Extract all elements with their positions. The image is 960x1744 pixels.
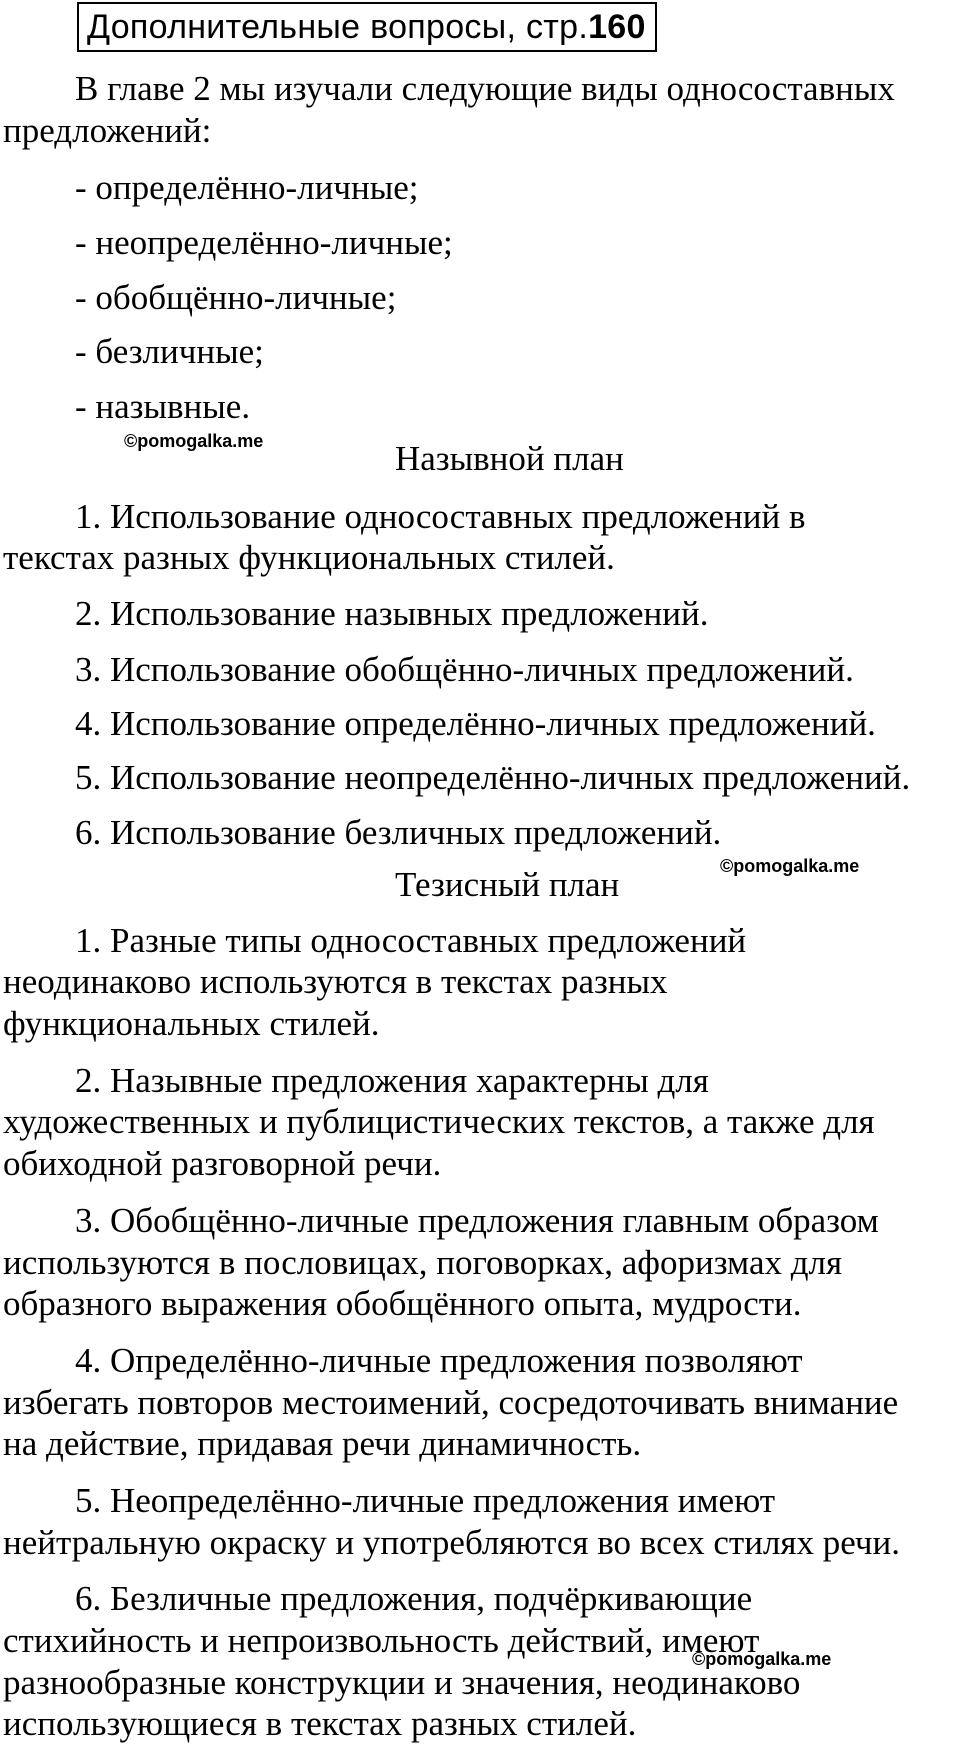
named-plan-item-2: 2. Использование назывных предложений. — [75, 594, 709, 633]
thesis-p4-line: 4. Определённо-личные предложения позволяют — [75, 1341, 803, 1380]
thesis-p6-line: стихийность и непроизвольность действий, имеют — [3, 1621, 760, 1660]
thesis-p6-line: использующиеся в текстах разных стилей. — [3, 1704, 637, 1743]
list-item: - обобщённо-личные; — [75, 278, 397, 317]
thesis-p3-line: 3. Обобщённо-личные предложения главным образом — [75, 1201, 879, 1240]
header-page-number: 160 — [588, 8, 646, 46]
intro-line-1: В главе 2 мы изучали следующие виды односоставных — [75, 69, 895, 108]
watermark: ©pomogalka.me — [720, 856, 860, 876]
thesis-p6-line: 6. Безличные предложения, подчёркивающие — [75, 1579, 753, 1618]
named-plan-item-4: 4. Использование определённо-личных предложений. — [75, 704, 876, 743]
named-plan-title: Назывной план — [395, 439, 624, 478]
thesis-p3-line: образного выражения обобщённого опыта, мудрости. — [3, 1284, 802, 1323]
intro-line-2: предложений: — [3, 111, 212, 150]
thesis-p6-line: разнообразные конструкции и значения, неодинаково — [3, 1663, 801, 1702]
header-label: Дополнительные вопросы, стр. — [87, 8, 589, 46]
thesis-p4-line: избегать повторов местоимений, сосредоточивать внимание — [3, 1383, 899, 1422]
watermark: ©pomogalka.me — [692, 1649, 832, 1669]
thesis-p1-line: функциональных стилей. — [3, 1004, 380, 1043]
named-plan-item-3: 3. Использование обобщённо-личных предложений. — [75, 650, 854, 689]
watermark: ©pomogalka.me — [124, 431, 264, 451]
thesis-p2-line: 2. Назывные предложения характерны для — [75, 1061, 709, 1100]
page-header — [77, 2, 657, 52]
thesis-plan-title: Тезисный план — [395, 865, 620, 904]
list-item: - неопределённо-личные; — [75, 223, 453, 262]
list-item: - безличные; — [75, 332, 264, 371]
thesis-p3-line: используются в пословицах, поговорках, афоризмах для — [3, 1243, 843, 1282]
thesis-p5-line: 5. Неопределённо-личные предложения имеют — [75, 1481, 776, 1520]
thesis-p2-line: художественных и публицистических текстов, а также для — [3, 1102, 875, 1141]
thesis-p5-line: нейтральную окраску и употребляются во всех стилях речи. — [3, 1523, 901, 1562]
list-item: - определённо-личные; — [75, 168, 419, 207]
list-item: - назывные. — [75, 387, 251, 426]
named-plan-item-6: 6. Использование безличных предложений. — [75, 813, 722, 852]
thesis-p1-line: неодинаково используются в текстах разных — [3, 962, 668, 1001]
named-plan-item-1-line-2: текстах разных функциональных стилей. — [3, 538, 615, 577]
named-plan-item-1-line-1: 1. Использование односоставных предложений в — [75, 497, 806, 536]
named-plan-item-5: 5. Использование неопределённо-личных предложений. — [75, 758, 911, 797]
thesis-p2-line: обиходной разговорной речи. — [3, 1144, 442, 1183]
thesis-p4-line: на действие, придавая речи динамичность. — [3, 1424, 642, 1463]
thesis-p1-line: 1. Разные типы односоставных предложений — [75, 921, 747, 960]
